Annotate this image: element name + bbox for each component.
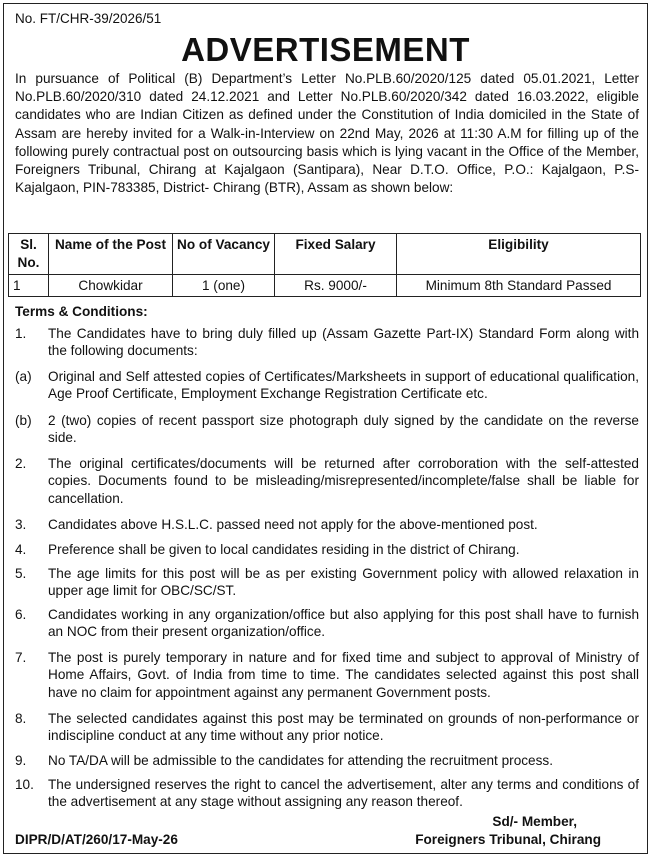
table-header-row [9,234,641,275]
header-eligibility: Eligibility [397,234,641,275]
advertisement-page [3,3,648,854]
term-text: No TA/DA will be admissible to the candidates for attending the recruitment process. [48,753,553,768]
cell-eligibility: Minimum 8th Standard Passed [397,275,641,297]
term-number: 5. [15,566,27,581]
term-item [15,649,639,701]
term-number: (a) [15,369,32,384]
term-number: 9. [15,753,27,768]
terms-heading: Terms & Conditions: [15,304,148,319]
term-text: 2 (two) copies of recent passport size photograph duly signed by the candidate on the reverse side. [48,413,639,446]
reference-number: No. FT/CHR-39/2026/51 [15,11,162,26]
term-text: The Candidates have to bring duly filled up (Assam Gazette Part-IX) Standard Form along with the following documents: [48,326,639,359]
signature-office: Foreigners Tribunal, Chirang [415,832,601,847]
term-item [15,455,639,507]
term-item [15,710,639,745]
dipr-number: DIPR/D/AT/260/17-May-26 [15,832,178,847]
cell-post-name: Chowkidar [49,275,173,297]
header-sl-no: Sl. No. [9,234,49,275]
term-number: 8. [15,711,27,726]
signature-line: Sd/- Member, [492,814,577,829]
term-text: Preference shall be given to local candidates residing in the district of Chirang. [48,542,520,557]
term-number: 4. [15,542,27,557]
header-post-name: Name of the Post [49,234,173,275]
term-item [15,516,639,533]
term-text: Candidates above H.S.L.C. passed need not apply for the above-mentioned post. [48,517,538,532]
term-item [15,541,639,558]
term-number: 10. [15,777,34,792]
posts-table [8,233,641,297]
term-text: Candidates working in any organization/office but also applying for this post shall have to furnish an NOC from their present organization/office. [48,607,639,640]
term-number: (b) [15,413,32,428]
page-title: ADVERTISEMENT [181,31,470,68]
term-text: The post is purely temporary in nature and for fixed time and subject to approval of Ministry of Home Affairs, Govt. of India from time to time. The candidates selected against this post shall have no claim for appointment against any permanent Government posts. [48,650,639,700]
term-text: The undersigned reserves the right to cancel the advertisement, alter any terms and conditions of the advertisement at any stage without assigning any reason thereof. [48,777,639,810]
term-item [15,325,639,360]
term-number: 1. [15,326,27,341]
term-text: Original and Self attested copies of Certificates/Marksheets in support of educational qualification, Age Proof Certificate, Employment Exchange Registration Certificate etc. [48,369,639,402]
term-item [15,776,639,811]
term-item [15,565,639,600]
term-text: The original certificates/documents will be returned after corroboration with the self-attested copies. Documents found to be misleading/misrepresented/incomplete/false shall be liable for cancellation. [48,456,639,506]
term-text: The age limits for this post will be as per existing Government policy with allowed relaxation in upper age limit for OBC/SC/ST. [48,566,639,599]
term-text: The selected candidates against this post may be terminated on grounds of non-performance or indiscipline conduct at any time without any prior notice. [48,711,639,744]
term-number: 2. [15,456,27,471]
term-item [15,606,639,641]
cell-salary: Rs. 9000/- [275,275,397,297]
term-item [15,752,639,769]
intro-paragraph: In pursuance of Political (B) Department’s Letter No.PLB.60/2020/125 dated 05.01.2021, Letter No.PLB.60/2020/310 dated 24.12.2021 and Letter No.PLB.60/2020/342 dated 16.03.2022, eligible candidates who are Indian Citizen as defined under the Constitution of India domiciled in the State of Assam are hereby invited for a Walk-in-Interview on 22nd May, 2026 at 11:30 A.M for filling up of the following purely contractual post on outsourcing basis which is lying vacant in the Office of the Member, Foreigners Tribunal, Chirang at Kajalgaon (Santipara), Near D.T.O. Office, P.O.: Kajalgaon, P.S- Kajalgaon, PIN-783385, District- Chirang (BTR), Assam as shown below: [15,71,639,196]
header-vacancy: No of Vacancy [173,234,275,275]
term-number: 6. [15,607,27,622]
term-item [15,368,639,403]
table-row [9,275,641,297]
cell-vacancy: 1 (one) [173,275,275,297]
cell-sl-no: 1 [9,275,49,297]
term-item [15,412,639,447]
header-salary: Fixed Salary [275,234,397,275]
term-number: 3. [15,517,27,532]
term-number: 7. [15,650,27,665]
